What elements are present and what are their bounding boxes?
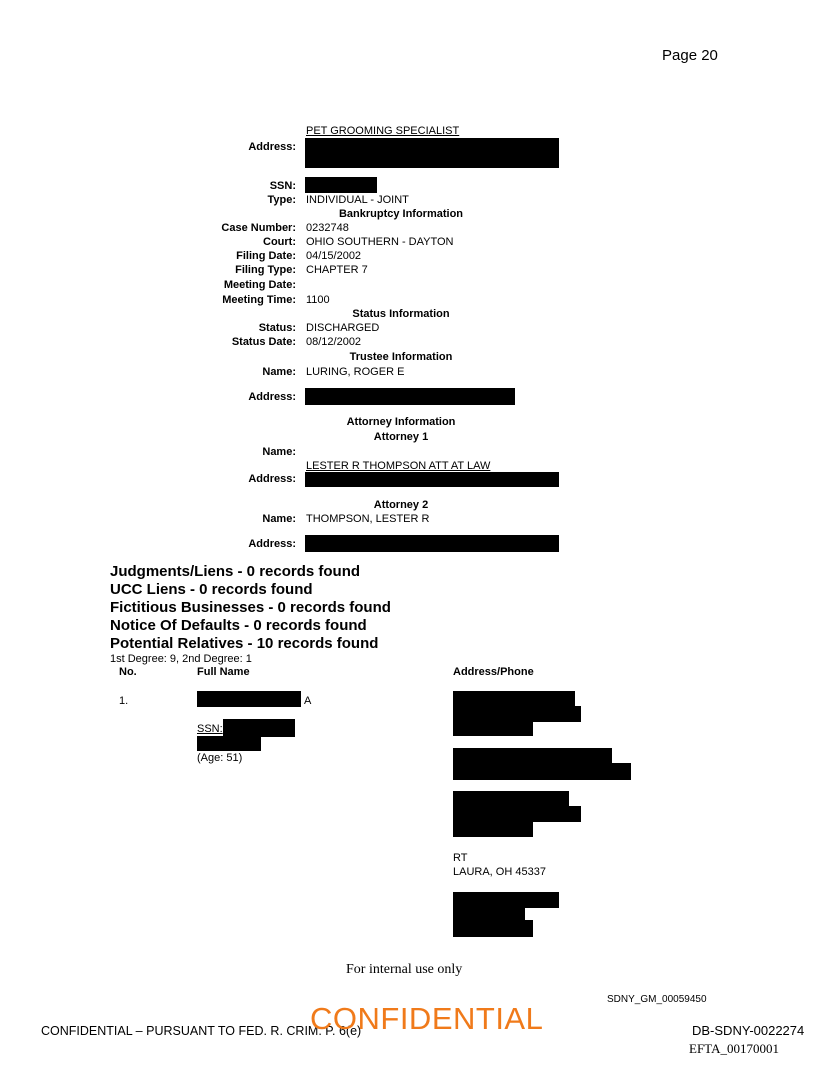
attorney1-firm: LESTER R THOMPSON ATT AT LAW <box>306 460 491 472</box>
redaction-block <box>453 907 525 921</box>
trustee-heading: Trustee Information <box>349 351 453 363</box>
redaction-block <box>305 535 559 552</box>
court-label: Court: <box>263 236 296 248</box>
redaction-block <box>453 806 581 822</box>
address-label: Address: <box>248 141 296 153</box>
attorney2-name: THOMPSON, LESTER R <box>306 513 430 525</box>
bates-number: SDNY_GM_00059450 <box>607 994 707 1005</box>
redaction-block <box>453 892 559 908</box>
relative-address-line1: RT <box>453 852 468 864</box>
col-name-header: Full Name <box>197 666 250 678</box>
court: OHIO SOUTHERN - DAYTON <box>306 236 454 248</box>
relative-age: (Age: 51) <box>197 752 243 764</box>
attorney1-heading: Attorney 1 <box>373 431 429 443</box>
redaction-block <box>453 821 533 837</box>
confidential-note: CONFIDENTIAL – PURSUANT TO FED. R. CRIM. P. 6(e) <box>41 1024 362 1038</box>
col-address-header: Address/Phone <box>453 666 534 678</box>
name-suffix: A <box>304 695 312 707</box>
redaction-block <box>453 691 575 707</box>
attorney2-heading: Attorney 2 <box>373 499 429 511</box>
trustee-name: LURING, ROGER E <box>306 366 405 378</box>
bates-number-2: DB-SDNY-0022274 <box>692 1023 805 1038</box>
attorney-heading: Attorney Information <box>346 416 456 428</box>
internal-use-note: For internal use only <box>346 962 463 977</box>
trustee-name-label: Name: <box>262 366 296 378</box>
type-value: INDIVIDUAL - JOINT <box>306 194 409 206</box>
redaction-block <box>453 706 581 722</box>
case-number: 0232748 <box>306 222 349 234</box>
filing-date-label: Filing Date: <box>236 250 296 262</box>
attorney1-name-label: Name: <box>262 446 296 458</box>
meeting-date-label: Meeting Date: <box>223 279 296 291</box>
page-number: Page 20 <box>662 47 718 64</box>
redaction-block <box>453 763 631 780</box>
attorney2-name-label: Name: <box>262 513 296 525</box>
relatives-degrees: 1st Degree: 9, 2nd Degree: 1 <box>110 653 252 665</box>
status-value: DISCHARGED <box>306 322 380 334</box>
summary-notice-of-defaults: Notice Of Defaults - 0 records found <box>110 617 367 634</box>
trustee-address-label: Address: <box>248 391 296 403</box>
type-label: Type: <box>267 194 296 206</box>
status-date: 08/12/2002 <box>306 336 362 348</box>
redaction-block <box>197 691 301 707</box>
relative-address-line2: LAURA, OH 45337 <box>453 866 546 878</box>
bankruptcy-heading: Bankruptcy Information <box>338 208 464 220</box>
summary-ucc-liens: UCC Liens - 0 records found <box>110 581 313 598</box>
status-label: Status: <box>258 322 296 334</box>
redaction-block <box>223 719 295 737</box>
relative-ssn-label: SSN: <box>197 723 223 735</box>
col-no-header: No. <box>119 666 137 678</box>
redaction-block <box>305 177 377 193</box>
row-number: 1. <box>119 695 129 707</box>
attorney2-address-label: Address: <box>248 538 296 550</box>
status-date-label: Status Date: <box>231 336 296 348</box>
filing-type-label: Filing Type: <box>235 264 296 276</box>
confidential-stamp: CONFIDENTIAL <box>310 1001 544 1036</box>
redaction-block <box>305 388 515 405</box>
attorney1-address-label: Address: <box>248 473 296 485</box>
meeting-time: 1100 <box>306 294 330 306</box>
filing-date: 04/15/2002 <box>306 250 362 262</box>
status-heading: Status Information <box>352 308 450 320</box>
summary-potential-relatives: Potential Relatives - 10 records found <box>110 635 379 652</box>
summary-judgments: Judgments/Liens - 0 records found <box>110 563 361 580</box>
redaction-block <box>305 472 559 487</box>
redaction-block <box>453 791 569 807</box>
occupation: PET GROOMING SPECIALIST <box>306 125 460 137</box>
efta-number: EFTA_00170001 <box>689 1041 779 1056</box>
redaction-block <box>453 721 533 736</box>
filing-type: CHAPTER 7 <box>306 264 368 276</box>
redaction-block <box>197 736 261 751</box>
meeting-time-label: Meeting Time: <box>222 294 296 306</box>
redaction-block <box>453 920 533 937</box>
redaction-block <box>305 138 559 168</box>
ssn-label: SSN: <box>269 180 296 192</box>
summary-fictitious-businesses: Fictitious Businesses - 0 records found <box>110 599 391 616</box>
case-number-label: Case Number: <box>221 222 296 234</box>
